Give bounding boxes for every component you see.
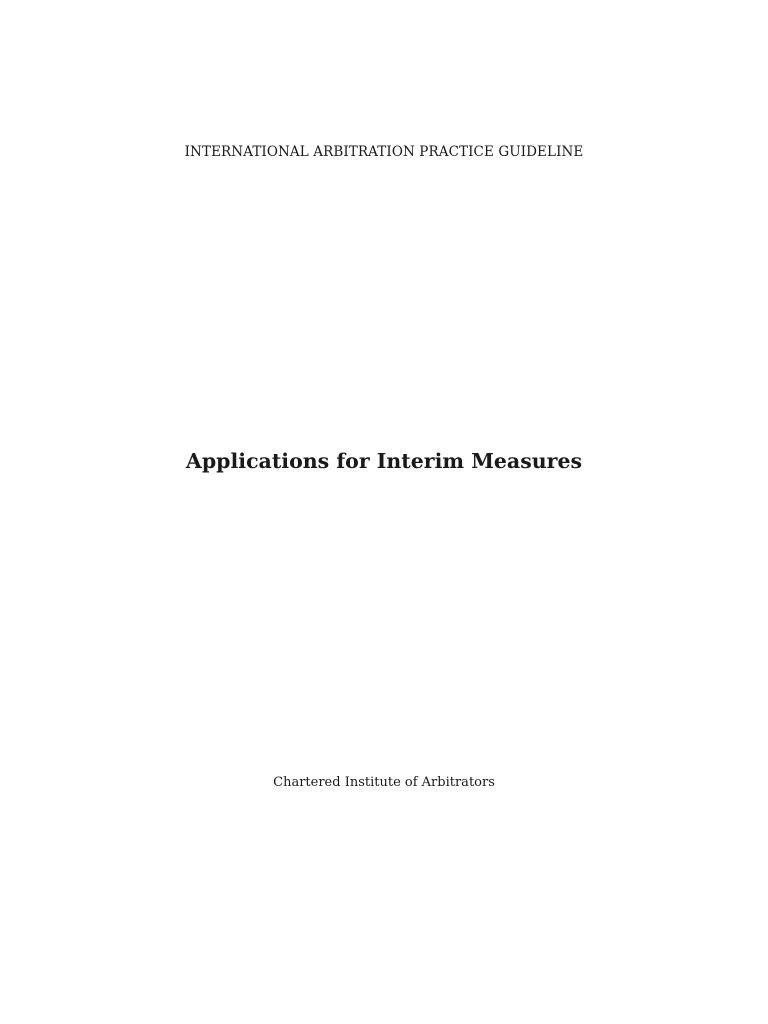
publisher-name: Chartered Institute of Arbitrators xyxy=(273,775,495,790)
document-title: Applications for Interim Measures xyxy=(185,449,583,473)
series-label: INTERNATIONAL ARBITRATION PRACTICE GUIDELINE xyxy=(184,144,584,160)
